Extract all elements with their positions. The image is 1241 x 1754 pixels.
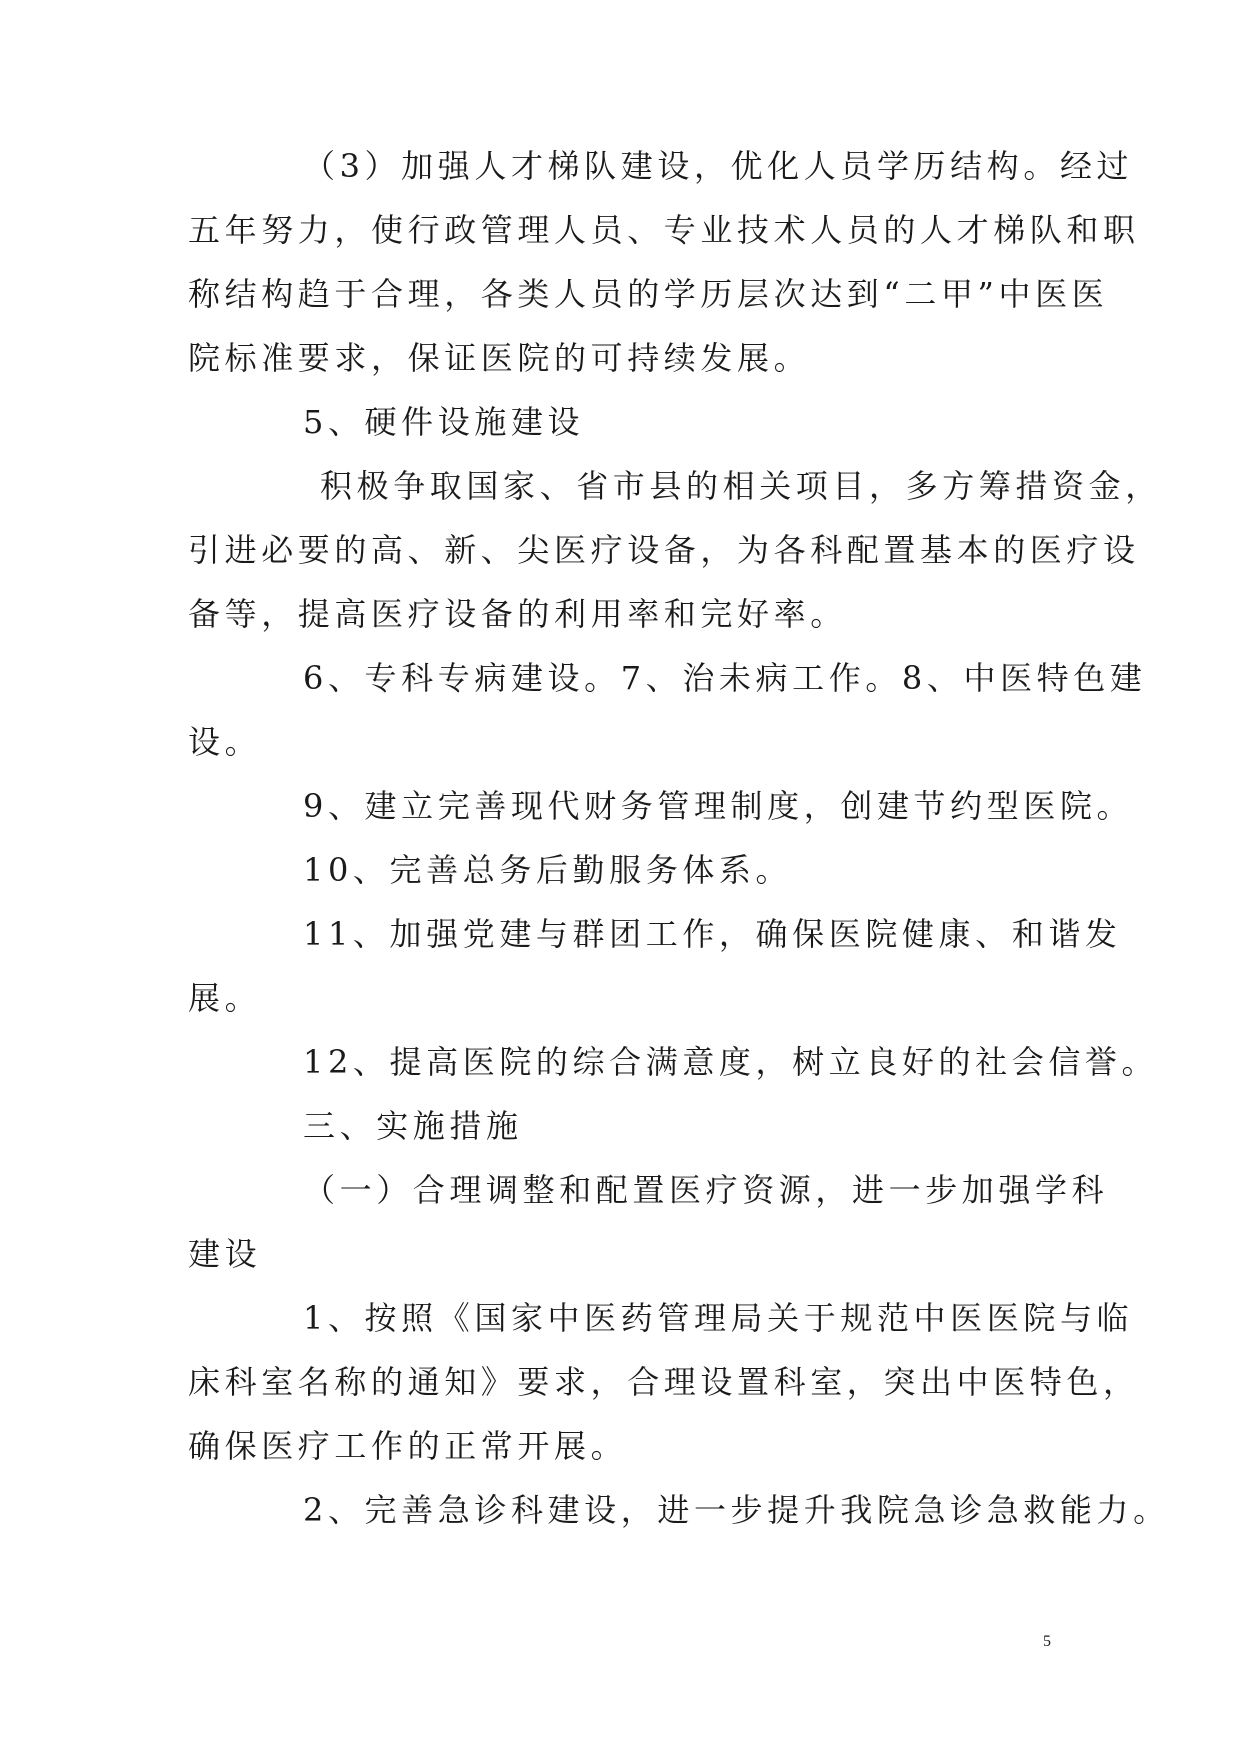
paragraph-line: 设。 bbox=[188, 723, 262, 761]
paragraph-line: 院标准要求，保证医院的可持续发展。 bbox=[188, 339, 811, 377]
page-number: 5 bbox=[1043, 1633, 1051, 1650]
section-heading: 三、实施措施 bbox=[303, 1107, 523, 1145]
paragraph-line: 10、完善总务后勤服务体系。 bbox=[303, 851, 793, 889]
paragraph-line: 1、按照《国家中医药管理局关于规范中医医院与临 bbox=[303, 1299, 1134, 1337]
paragraph-line: 9、建立完善现代财务管理制度，创建节约型医院。 bbox=[303, 787, 1134, 825]
paragraph-line: 称结构趋于合理，各类人员的学历层次达到“二甲”中医医 bbox=[188, 275, 1109, 313]
paragraph-line: 12、提高医院的综合满意度，树立良好的社会信誉。 bbox=[303, 1043, 1159, 1081]
paragraph-line: 积极争取国家、省市县的相关项目，多方筹措资金， bbox=[320, 467, 1162, 505]
subsection-heading: 建设 bbox=[188, 1235, 262, 1273]
paragraph-line: 引进必要的高、新、尖医疗设备，为各科配置基本的医疗设 bbox=[188, 531, 1140, 569]
section-heading: 5、硬件设施建设 bbox=[303, 403, 585, 441]
paragraph-line: 6、专科专病建设。7、治未病工作。8、中医特色建 bbox=[303, 659, 1147, 697]
paragraph-line: 五年努力，使行政管理人员、专业技术人员的人才梯队和职 bbox=[188, 211, 1140, 249]
paragraph-line: 11、加强党建与群团工作，确保医院健康、和谐发 bbox=[303, 915, 1122, 953]
paragraph-line: 2、完善急诊科建设，进一步提升我院急诊急救能力。 bbox=[303, 1491, 1170, 1529]
paragraph-line: 床科室名称的通知》要求，合理设置科室，突出中医特色， bbox=[188, 1363, 1140, 1401]
paragraph-line: 展。 bbox=[188, 979, 262, 1017]
subsection-heading: （一）合理调整和配置医疗资源，进一步加强学科 bbox=[303, 1171, 1109, 1209]
paragraph-line: 备等，提高医疗设备的利用率和完好率。 bbox=[188, 595, 847, 633]
paragraph-line: （3）加强人才梯队建设，优化人员学历结构。经过 bbox=[303, 147, 1134, 185]
paragraph-line: 确保医疗工作的正常开展。 bbox=[188, 1427, 628, 1465]
